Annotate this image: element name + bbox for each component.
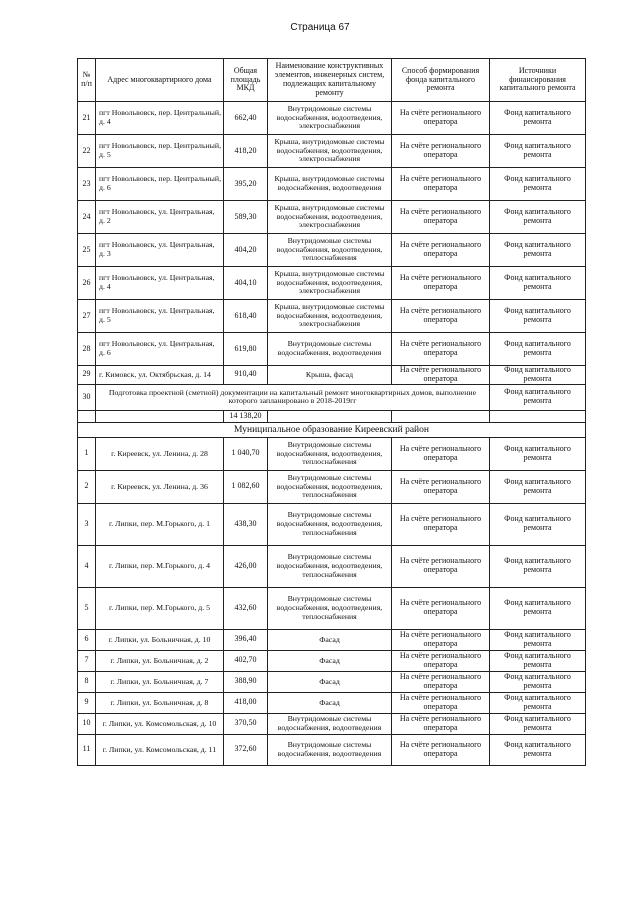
cell-num: 9 (78, 692, 96, 713)
cell-method: На счёте регионального оператора (392, 470, 490, 503)
cell-address: г. Липки, пер. М.Горького, д. 4 (96, 545, 224, 587)
cell-source: Фонд капитального ремонта (490, 734, 586, 765)
cell-area: 395,20 (224, 168, 268, 201)
cell-source: Фонд капитального ремонта (490, 587, 586, 629)
cell-area: 618,40 (224, 300, 268, 333)
cell-address: г. Липки, ул. Больничная, д. 7 (96, 671, 224, 692)
cell-area: 396,40 (224, 629, 268, 650)
cell-address: пгт Новольвовск, ул. Центральная, д. 3 (96, 234, 224, 267)
cell-num: 24 (78, 201, 96, 234)
table-row (78, 470, 586, 503)
cell-address: г. Липки, ул. Больничная, д. 2 (96, 650, 224, 671)
cell-method: На счёте регионального оператора (392, 366, 490, 385)
cell-source: Фонд капитального ремонта (490, 333, 586, 366)
cell-area: 370,50 (224, 713, 268, 734)
cell-works: Крыша, внутридомовые системы водоснабжения, водоотведения, электроснабжения (268, 201, 392, 234)
cell-works: Внутридомовые системы водоснабжения, водоотведения, теплоснабжения (268, 470, 392, 503)
cell-works: Фасад (268, 692, 392, 713)
cell-area: 438,30 (224, 503, 268, 545)
table-row (78, 545, 586, 587)
cell-works: Внутридомовые системы водоснабжения, водоотведения, теплоснабжения (268, 503, 392, 545)
cell-address: пгт Новольвовск, пер. Центральный, д. 6 (96, 168, 224, 201)
cell-area: 662,40 (224, 102, 268, 135)
cell-area: 404,20 (224, 234, 268, 267)
cell-num: 8 (78, 671, 96, 692)
table-row (78, 503, 586, 545)
cell-area: 372,60 (224, 734, 268, 765)
table-row (78, 734, 586, 765)
cell-method: На счёте регионального оператора (392, 333, 490, 366)
table-row (78, 102, 586, 135)
cell-source: Фонд капитального ремонта (490, 650, 586, 671)
cell-method: На счёте регионального оператора (392, 650, 490, 671)
cell-num: 1 (78, 437, 96, 470)
cell-source: Фонд капитального ремонта (490, 102, 586, 135)
cell-area: 404,10 (224, 267, 268, 300)
cell-works: Крыша, внутридомовые системы водоснабжения, водоотведения, электроснабжения (268, 300, 392, 333)
cell-works: Внутридомовые системы водоснабжения, водоотведения, теплоснабжения (268, 437, 392, 470)
cell-method: На счёте регионального оператора (392, 201, 490, 234)
cell-works: Внутридомовые системы водоснабжения, водоотведения (268, 333, 392, 366)
cell-area: 910,40 (224, 366, 268, 385)
cell-works: Внутридомовые системы водоснабжения, водоотведения (268, 713, 392, 734)
cell-method: На счёте регионального оператора (392, 545, 490, 587)
cell-num: 26 (78, 267, 96, 300)
cell-source: Фонд капитального ремонта (490, 201, 586, 234)
table-row (78, 650, 586, 671)
cell-source: Фонд капитального ремонта (490, 671, 586, 692)
cell-address: пгт Новольвовск, ул. Центральная, д. 2 (96, 201, 224, 234)
cell-works: Внутридомовые системы водоснабжения, водоотведения, теплоснабжения (268, 587, 392, 629)
cell-source: Фонд капитального ремонта (490, 135, 586, 168)
cell-source: Фонд капитального ремонта (490, 692, 586, 713)
cell-works: Крыша, внутридомовые системы водоснабжения, водоотведения, электроснабжения (268, 135, 392, 168)
cell-address: пгт Новольвовск, пер. Центральный, д. 4 (96, 102, 224, 135)
cell-method: На счёте регионального оператора (392, 503, 490, 545)
cell-method: На счёте регионального оператора (392, 267, 490, 300)
table-row (78, 333, 586, 366)
cell-address: г. Липки, пер. М.Горького, д. 1 (96, 503, 224, 545)
cell-num: 6 (78, 629, 96, 650)
cell-works: Крыша, внутридомовые системы водоснабжения, водоотведения, электроснабжения (268, 267, 392, 300)
cell-source: Фонд капитального ремонта (490, 437, 586, 470)
cell-address: г. Липки, ул. Комсомольская, д. 10 (96, 713, 224, 734)
table-row (78, 671, 586, 692)
cell-area: 1 082,60 (224, 470, 268, 503)
cell-address: пгт Новольвовск, ул. Центральная, д. 5 (96, 300, 224, 333)
cell-num: 30 (78, 384, 96, 410)
cell-address: г. Киреевск, ул. Ленина, д. 28 (96, 437, 224, 470)
cell-method: На счёте регионального оператора (392, 168, 490, 201)
cell-area: 402,70 (224, 650, 268, 671)
table-row (78, 629, 586, 650)
cell-method: На счёте регионального оператора (392, 671, 490, 692)
cell-method: На счёте регионального оператора (392, 713, 490, 734)
cell-works: Внутридомовые системы водоснабжения, водоотведения, теплоснабжения (268, 234, 392, 267)
cell-source: Фонд капитального ремонта (490, 629, 586, 650)
section-heading-row (78, 422, 586, 437)
table-row (78, 692, 586, 713)
cell-address: пгт Новольвовск, ул. Центральная, д. 6 (96, 333, 224, 366)
total-row (78, 410, 586, 422)
cell-num: 23 (78, 168, 96, 201)
cell-method: На счёте регионального оператора (392, 734, 490, 765)
cell-address: пгт Новольвовск, пер. Центральный, д. 5 (96, 135, 224, 168)
cell-area: 418,20 (224, 135, 268, 168)
table-row (78, 384, 586, 410)
cell-source: Фонд капитального ремонта (490, 470, 586, 503)
cell-address: г. Кимовск, ул. Октябрьская, д. 14 (96, 366, 224, 385)
section-rows-a (78, 102, 586, 385)
cell-num: 11 (78, 734, 96, 765)
cell-works: Внутридомовые системы водоснабжения, водоотведения (268, 734, 392, 765)
cell-works: Крыша, фасад (268, 366, 392, 385)
cell-source: Фонд капитального ремонта (490, 713, 586, 734)
cell-area: 388,90 (224, 671, 268, 692)
cell-method: На счёте регионального оператора (392, 587, 490, 629)
cell-num: 2 (78, 470, 96, 503)
cell-area: 418,00 (224, 692, 268, 713)
header-num: № п/п (78, 59, 96, 102)
cell-source: Фонд капитального ремонта (490, 168, 586, 201)
cell-area: 432,60 (224, 587, 268, 629)
table-row (78, 267, 586, 300)
cell-method: На счёте регионального оператора (392, 234, 490, 267)
cell-num: 10 (78, 713, 96, 734)
cell-num: 5 (78, 587, 96, 629)
cell-source: Фонд капитального ремонта (490, 384, 586, 410)
cell-source: Фонд капитального ремонта (490, 503, 586, 545)
cell-address: г. Липки, ул. Больничная, д. 10 (96, 629, 224, 650)
cell-num: 25 (78, 234, 96, 267)
cell-works: Внутридомовые системы водоснабжения, водоотведения, электроснабжения (268, 102, 392, 135)
table-row (78, 234, 586, 267)
cell-num: 7 (78, 650, 96, 671)
cell-method: На счёте регионального оператора (392, 135, 490, 168)
cell-works: Фасад (268, 629, 392, 650)
cell-num: 4 (78, 545, 96, 587)
table-row (78, 713, 586, 734)
cell-num: 3 (78, 503, 96, 545)
table-row (78, 168, 586, 201)
summary-rows (78, 384, 586, 437)
cell-area: 1 040,70 (224, 437, 268, 470)
cell-address: г. Липки, пер. М.Горького, д. 5 (96, 587, 224, 629)
table-row (78, 437, 586, 470)
cell-source: Фонд капитального ремонта (490, 267, 586, 300)
cell-address: г. Липки, ул. Комсомольская, д. 11 (96, 734, 224, 765)
cell-source: Фонд капитального ремонта (490, 366, 586, 385)
cell-area: 619,80 (224, 333, 268, 366)
cell-num: 21 (78, 102, 96, 135)
cell-method: На счёте регионального оператора (392, 629, 490, 650)
table-row (78, 366, 586, 385)
table-row (78, 587, 586, 629)
cell-method: На счёте регионального оператора (392, 437, 490, 470)
header-area: Общая площадь МКД (224, 59, 268, 102)
section-rows-b (78, 437, 586, 765)
cell-source: Фонд капитального ремонта (490, 300, 586, 333)
header-address: Адрес многоквартирного дома (96, 59, 224, 102)
cell-works: Внутридомовые системы водоснабжения, водоотведения, теплоснабжения (268, 545, 392, 587)
cell-method: На счёте регионального оператора (392, 692, 490, 713)
cell-num: 28 (78, 333, 96, 366)
project-documentation-cell: Подготовка проектной (сметной) документации на капитальный ремонт многоквартирных домов, выполнение которого запланировано в 2018-2019гг (96, 384, 490, 410)
cell-address: г. Киреевск, ул. Ленина, д. 36 (96, 470, 224, 503)
cell-num: 29 (78, 366, 96, 385)
header-source: Источники финансирования капитального ремонта (490, 59, 586, 102)
table-header-row (78, 59, 586, 102)
cell-source: Фонд капитального ремонта (490, 234, 586, 267)
header-works: Наименование конструктивных элементов, инженерных систем, подлежащих капитальному ремонту (268, 59, 392, 102)
table-row (78, 201, 586, 234)
cell-address: г. Липки, ул. Больничная, д. 8 (96, 692, 224, 713)
page-number: Страница 67 (290, 22, 350, 33)
cell-method: На счёте регионального оператора (392, 102, 490, 135)
cell-area: 589,30 (224, 201, 268, 234)
header-method: Способ формирования фонда капитального ремонта (392, 59, 490, 102)
cell-num: 27 (78, 300, 96, 333)
section-title: Муниципальное образование Киреевский район (78, 422, 586, 437)
cell-method: На счёте регионального оператора (392, 300, 490, 333)
cell-address: пгт Новольвовск, ул. Центральная, д. 4 (96, 267, 224, 300)
table-row (78, 135, 586, 168)
cell-num: 22 (78, 135, 96, 168)
cell-area: 426,00 (224, 545, 268, 587)
cell-works: Фасад (268, 671, 392, 692)
total-area: 14 138,20 (224, 410, 268, 422)
repair-register-table (77, 58, 586, 766)
table-row (78, 300, 586, 333)
cell-works: Крыша, внутридомовые системы водоснабжения, водоотведения (268, 168, 392, 201)
cell-source: Фонд капитального ремонта (490, 545, 586, 587)
cell-works: Фасад (268, 650, 392, 671)
